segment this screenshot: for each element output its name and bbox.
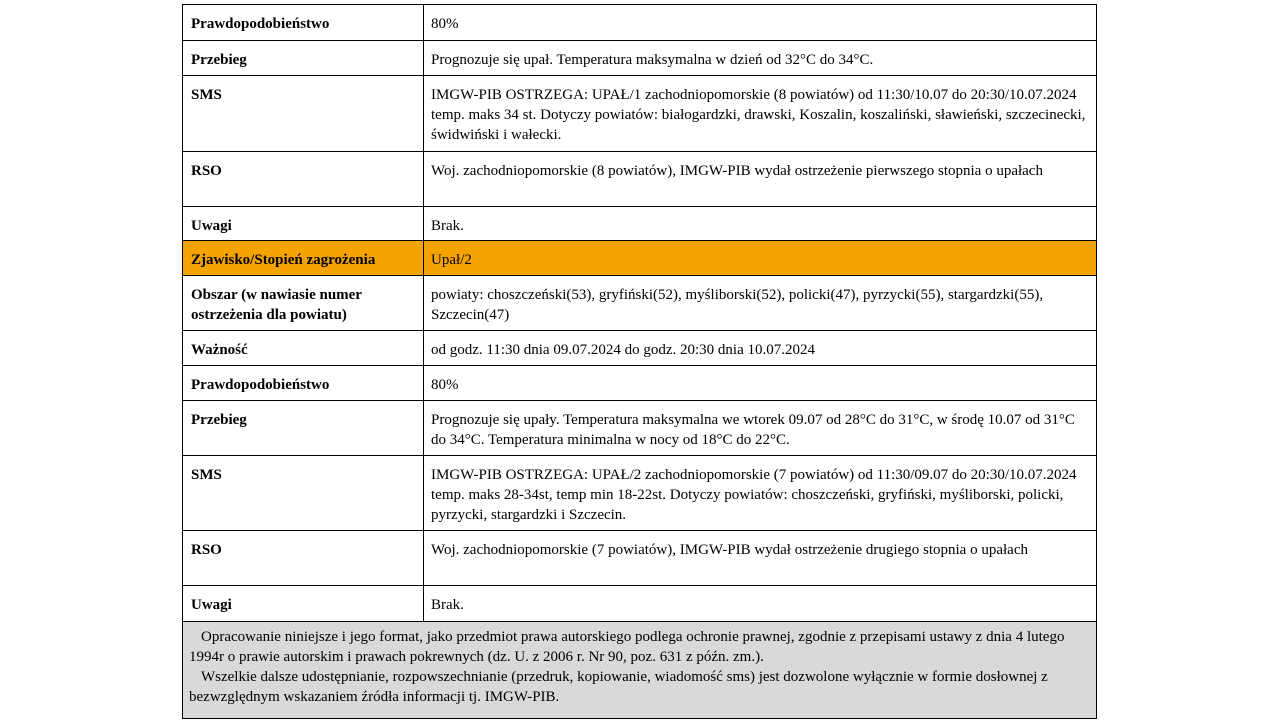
row-label: Uwagi	[183, 207, 424, 240]
row-value: Woj. zachodniopomorskie (7 powiatów), IMGW-PIB wydał ostrzeżenie drugiego stopnia o upałach	[431, 542, 1028, 558]
row-label: Ważność	[183, 331, 424, 365]
table-row	[183, 456, 1096, 531]
row-value: Brak.	[431, 218, 464, 234]
row-label: Przebieg	[183, 41, 424, 75]
warning-table	[182, 4, 1097, 719]
row-value: od godz. 11:30 dnia 09.07.2024 do godz. 20:30 dnia 10.07.2024	[431, 342, 815, 358]
row-label: RSO	[183, 152, 424, 206]
row-value: 80%	[431, 16, 459, 32]
row-label: SMS	[183, 456, 424, 530]
table-row	[183, 586, 1096, 621]
table-row	[183, 276, 1096, 331]
table-row	[183, 207, 1096, 241]
table-row	[183, 531, 1096, 586]
row-value: Prognozuje się upał. Temperatura maksymalna w dzień od 32°C do 34°C.	[431, 52, 874, 68]
row-label: Prawdopodobieństwo	[183, 5, 424, 40]
copyright-note-paragraph: Opracowanie niniejsze i jego format, jako przedmiot prawa autorskiego podlega ochronie prawnej, zgodnie z przepisami ustawy z dnia 4 lutego 1994r o prawie autorskim i prawach pokrewnych (dz. U. z 2006 r. Nr 90, poz. 631 z późn. zm.).	[189, 629, 1065, 665]
row-value: Prognozuje się upały. Temperatura maksymalna we wtorek 09.07 od 28°C do 31°C, w środę 10.07 od 31°C do 34°C. Temperatura minimalna w nocy od 18°C do 22°C.	[431, 412, 1075, 448]
row-label: Przebieg	[183, 401, 424, 455]
table-row	[183, 401, 1096, 456]
table-row	[183, 41, 1096, 76]
copyright-note-paragraph: Wszelkie dalsze udostępnianie, rozpowszechnianie (przedruk, kopiowanie, wiadomość sms) jest dozwolone wyłącznie w formie dosłownej z bezwzględnym wskazaniem źródła informacji tj. IMGW-PIB.	[189, 669, 1048, 705]
copyright-note	[183, 621, 1096, 718]
row-label: SMS	[183, 76, 424, 151]
row-value: powiaty: choszczeński(53), gryfiński(52), myśliborski(52), policki(47), pyrzycki(55), stargardzki(55), Szczecin(47)	[431, 287, 1044, 323]
table-row	[183, 152, 1096, 207]
row-label: RSO	[183, 531, 424, 585]
highlighted-section-header-row	[183, 241, 1096, 276]
row-value: Upał/2	[431, 252, 472, 268]
row-value: IMGW-PIB OSTRZEGA: UPAŁ/1 zachodniopomorskie (8 powiatów) od 11:30/10.07 do 20:30/10.07.2024 temp. maks 34 st. Dotyczy powiatów: białogardzki, drawski, Koszalin, koszaliński, sławieński, szczecinecki, świdwiński i wałecki.	[431, 87, 1086, 143]
row-label: Obszar (w nawiasie numer ostrzeżenia dla powiatu)	[183, 276, 424, 330]
row-label: Uwagi	[183, 586, 424, 621]
row-value: IMGW-PIB OSTRZEGA: UPAŁ/2 zachodniopomorskie (7 powiatów) od 11:30/09.07 do 20:30/10.07.2024 temp. maks 28-34st, temp min 18-22st. Dotyczy powiatów: choszczeński, gryfiński, myśliborski, policki, pyrzycki, stargardzki i Szczecin.	[431, 467, 1077, 523]
row-label: Prawdopodobieństwo	[183, 366, 424, 400]
table-row	[183, 331, 1096, 366]
row-value: Brak.	[431, 597, 464, 613]
table-row	[183, 5, 1096, 41]
row-label: Zjawisko/Stopień zagrożenia	[183, 241, 424, 275]
row-value: Woj. zachodniopomorskie (8 powiatów), IMGW-PIB wydał ostrzeżenie pierwszego stopnia o upałach	[431, 163, 1043, 179]
table-row	[183, 366, 1096, 401]
table-row	[183, 76, 1096, 152]
row-value: 80%	[431, 377, 459, 393]
